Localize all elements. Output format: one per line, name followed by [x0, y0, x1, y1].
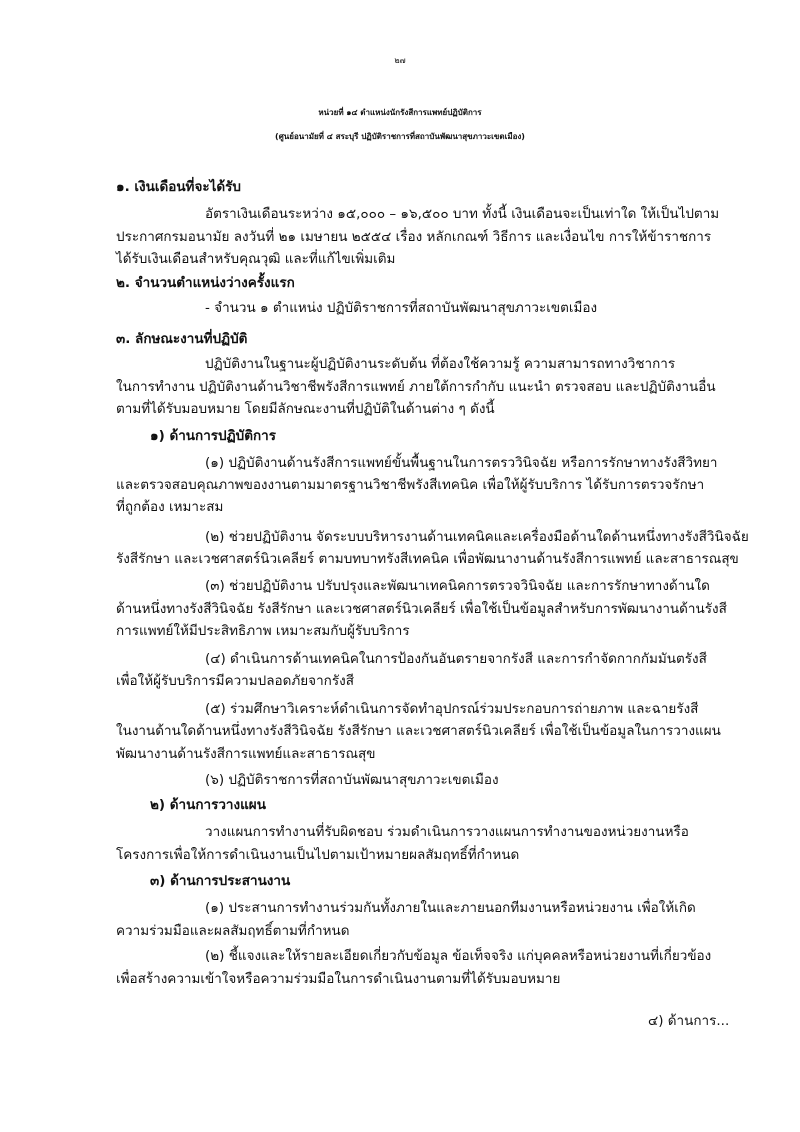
section-heading-duties: ๓. ลักษณะงานที่ปฏิบัติ: [116, 331, 248, 347]
paragraph-line: ประกาศกรมอนามัย ลงวันที่ ๒๑ เมษายน ๒๕๕๔ เรื่อง หลักเกณฑ์ วิธีการ และเงื่อนไข การให้ข้าราชการ: [116, 229, 712, 245]
list-item-line: ความร่วมมือและผลสัมฤทธิ์ตามที่กำหนด: [116, 923, 350, 939]
list-item-line: (๓) ช่วยปฏิบัติงาน ปรับปรุงและพัฒนาเทคนิคการตรวจวินิจฉัย และการรักษาทางด้านใด: [205, 578, 710, 594]
subsection-heading-operations: ๑) ด้านการปฏิบัติการ: [150, 428, 276, 444]
paragraph-line: ตามที่ได้รับมอบหมาย โดยมีลักษณะงานที่ปฏิบัติในด้านต่าง ๆ ดังนี้: [116, 401, 495, 417]
list-item-line: พัฒนางานด้านรังสีการแพทย์และสาธารณสุข: [116, 746, 376, 762]
list-item-line: เพื่อสร้างความเข้าใจหรือความร่วมมือในการดำเนินงานตามที่ได้รับมอบหมาย: [116, 971, 561, 987]
paragraph-line: ได้รับเงินเดือนสำหรับคุณวุฒิ และที่แก้ไขเพิ่มเติม: [116, 251, 396, 267]
section-heading-vacancy: ๒. จำนวนตำแหน่งว่างครั้งแรก: [116, 275, 295, 291]
continuation-note: ๔) ด้านการ...: [648, 1013, 730, 1029]
list-item-line: (๑) ประสานการทำงานร่วมกันทั้งภายในและภายนอกทีมงานหรือหน่วยงาน เพื่อให้เกิด: [205, 900, 696, 916]
list-item-line: (๒) ชี้แจงและให้รายละเอียดเกี่ยวกับข้อมูล ข้อเท็จจริง แก่บุคคลหรือหน่วยงานที่เกี่ยวข้อง: [205, 948, 712, 964]
list-item-line: ในงานด้านใดด้านหนึ่งทางรังสีวินิจฉัย รังสีรักษา และเวชศาสตร์นิวเคลียร์ เพื่อใช้เป็นข้อมูลในการวางแผน: [116, 723, 721, 739]
list-item-line: (๔) ดำเนินการด้านเทคนิคในการป้องกันอันตรายจากรังสี และการกำจัดกากกัมมันตรังสี: [205, 651, 707, 667]
list-item-line: และตรวจสอบคุณภาพของงานตามมาตรฐานวิชาชีพรังสีเทคนิค เพื่อให้ผู้รับบริการ ได้รับการตรวจรักษา: [116, 477, 705, 493]
list-item-line: (๑) ปฏิบัติงานด้านรังสีการแพทย์ขั้นพื้นฐานในการตรววินิจฉัย หรือการรักษาทางรังสีวิทยา: [205, 455, 718, 471]
paragraph-line: - จำนวน ๑ ตำแหน่ง ปฏิบัติราชการที่สถาบันพัฒนาสุขภาวะเขตเมือง: [205, 300, 598, 316]
section-heading-salary: ๑. เงินเดือนที่จะได้รับ: [116, 179, 241, 195]
list-item-line: (๕) ร่วมศึกษาวิเคราะห์ดำเนินการจัดทำอุปกรณ์ร่วมประกอบการถ่ายภาพ และฉายรังสี: [205, 701, 699, 717]
subsection-heading-coordination: ๓) ด้านการประสานงาน: [150, 873, 291, 889]
list-item-line: ที่ถูกต้อง เหมาะสม: [116, 499, 224, 515]
list-item-line: รังสีรักษา และเวชศาสตร์นิวเคลียร์ ตามบทบาทรังสีเทคนิค เพื่อพัฒนางานด้านรังสีการแพทย์ และสาธารณสุข: [116, 551, 739, 567]
list-item-line: ด้านหนึ่งทางรังสีวินิจฉัย รังสีรักษา และเวชศาสตร์นิวเคลียร์ เพื่อใช้เป็นข้อมูลสำหรับการพัฒนางานด้านรังสี: [116, 601, 727, 617]
paragraph-line: วางแผนการทำงานที่รับผิดชอบ ร่วมดำเนินการวางแผนการทำงานของหน่วยงานหรือ: [205, 824, 689, 840]
paragraph-line: อัตราเงินเดือนระหว่าง ๑๕,๐๐๐ – ๑๖,๕๐๐ บาท ทั้งนี้ เงินเดือนจะเป็นเท่าใด ให้เป็นไปตาม: [205, 206, 720, 222]
list-item-line: (๒) ช่วยปฏิบัติงาน จัดระบบบริหารงานด้านเทคนิคและเครื่องมือด้านใดด้านหนึ่งทางรังสีวินิจฉัย: [205, 529, 749, 545]
list-item-line: การแพทย์ให้มีประสิทธิภาพ เหมาะสมกับผู้รับบริการ: [116, 623, 410, 639]
document-title: หน่วยที่ ๑๔ ตำแหน่งนักรังสีการแพทย์ปฏิบัติการ: [318, 108, 482, 117]
paragraph-line: ในการทำงาน ปฏิบัติงานด้านวิชาชีพรังสีการแพทย์ ภายใต้การกำกับ แนะนำ ตรวจสอบ และปฏิบัติงานอื่น: [116, 379, 716, 395]
paragraph-line: ปฏิบัติงานในฐานะผู้ปฏิบัติงานระดับต้น ที่ต้องใช้ความรู้ ความสามารถทางวิชาการ: [205, 356, 676, 372]
page-number: ๒๗: [394, 56, 406, 65]
subsection-heading-planning: ๒) ด้านการวางแผน: [150, 797, 266, 813]
list-item-line: (๖) ปฏิบัติราชการที่สถาบันพัฒนาสุขภาวะเขตเมือง: [205, 772, 499, 788]
paragraph-line: โครงการเพื่อให้การดำเนินงานเป็นไปตามเป้าหมายผลสัมฤทธิ์ที่กำหนด: [116, 847, 520, 863]
document-subtitle: (ศูนย์อนามัยที่ ๔ สระบุรี ปฏิบัติราชการที่สถาบันพัฒนาสุขภาวะเขตเมือง): [275, 132, 525, 141]
list-item-line: เพื่อให้ผู้รับบริการมีความปลอดภัยจากรังสี: [116, 673, 354, 689]
